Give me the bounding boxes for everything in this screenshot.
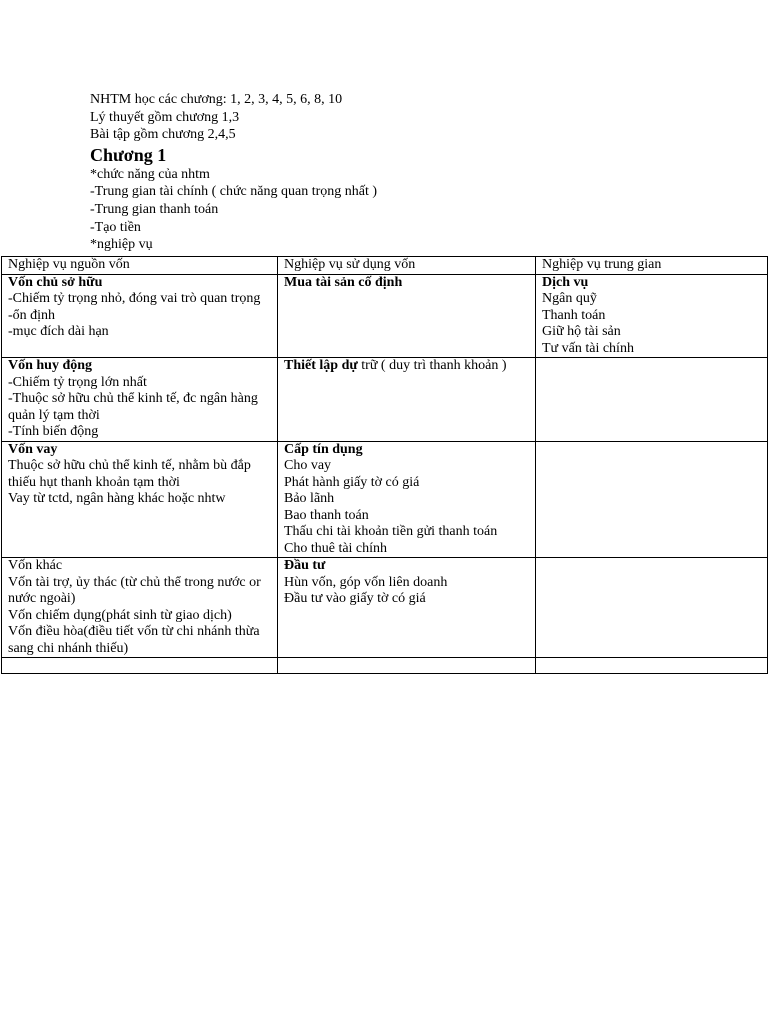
cell-line: Vốn điều hòa(điều tiết vốn từ chi nhánh thừa sang chi nhánh thiếu) (8, 624, 260, 656)
cell-title-rest: trữ ( duy trì thanh khoản ) (357, 358, 507, 373)
cell-fixed-assets (278, 274, 536, 358)
cell-investment (278, 558, 536, 658)
cell-mobilized-capital (2, 358, 278, 442)
note-functions: *chức năng của nhtm (90, 166, 210, 182)
note-payment-intermediary: -Trung gian thanh toán (90, 201, 219, 217)
note-money-creation: -Tạo tiền (90, 219, 141, 235)
cell-line: Phát hành giấy tờ có giá (284, 474, 420, 490)
cell-empty (536, 358, 768, 442)
header-sources: Nghiệp vụ nguồn vốn (2, 257, 278, 275)
cell-title: Vốn chủ sở hữu (8, 274, 103, 290)
note-financial-intermediary: -Trung gian tài chính ( chức năng quan trọng nhất ) (90, 184, 378, 200)
cell-equity (2, 274, 278, 358)
cell-title: Vốn huy động (8, 358, 93, 373)
table-row (2, 274, 768, 358)
cell-line: Vay từ tctd, ngân hàng khác hoặc nhtw (8, 491, 226, 506)
cell-line: Thanh toán (542, 307, 606, 323)
cell-line: -Chiếm tỷ trọng lớn nhất (8, 374, 147, 390)
cell-line: Vốn tài trợ, ủy thác (từ chủ thể trong nước or nước ngoài) (8, 574, 261, 606)
table-row (2, 441, 768, 558)
cell-line: Cho thuê tài chính (284, 540, 388, 556)
cell-line: Đầu tư vào giấy tờ có giá (284, 591, 426, 606)
cell-empty (536, 558, 768, 658)
cell-line: Thuộc sở hữu chủ thể kinh tế, nhằm bù đắp thiếu hụt thanh khoản tạm thời (8, 458, 251, 490)
cell-line: Cho vay (284, 458, 332, 473)
chapter-heading: Chương 1 (90, 144, 167, 165)
cell-line: Tư vấn tài chính (542, 340, 634, 356)
cell-title: Dịch vụ (542, 274, 589, 290)
intro-line-exercises: Bài tập gồm chương 2,4,5 (90, 127, 236, 143)
operations-table (1, 256, 768, 674)
document-intro (90, 91, 730, 254)
cell-line: -ổn định (8, 307, 56, 323)
cell-title-line (284, 358, 529, 375)
table-row (2, 558, 768, 658)
table-row (2, 358, 768, 442)
cell-empty (536, 658, 768, 674)
cell-title: Mua tài sản cố định (284, 274, 403, 290)
table-header-row (2, 257, 768, 275)
cell-line: Giữ hộ tài sản (542, 324, 621, 339)
cell-line: Vốn chiếm dụng(phát sinh từ giao dịch) (8, 607, 232, 623)
table-row-empty (2, 658, 768, 674)
intro-line-chapters: NHTM học các chương: 1, 2, 3, 4, 5, 6, 8, 10 (90, 92, 343, 107)
cell-line: -Chiếm tỷ trọng nhỏ, đóng vai trò quan trọng (8, 291, 261, 306)
cell-line: Hùn vốn, góp vốn liên doanh (284, 574, 448, 590)
intro-line-theory: Lý thuyết gồm chương 1,3 (90, 109, 240, 125)
cell-line: -mục đích dài hạn (8, 324, 109, 339)
cell-line: -Thuộc sở hữu chủ thể kinh tế, đc ngân hàng quản lý tạm thời (8, 391, 258, 423)
cell-reserves (278, 358, 536, 442)
header-uses: Nghiệp vụ sử dụng vốn (278, 257, 536, 275)
note-operations: *nghiệp vụ (90, 237, 153, 253)
cell-title: Cấp tín dụng (284, 441, 363, 457)
cell-line: Thấu chi tài khoản tiền gửi thanh toán (284, 524, 498, 539)
cell-empty (536, 441, 768, 558)
cell-title: Vốn vay (8, 441, 58, 457)
cell-line: Ngân quỹ (542, 291, 597, 306)
cell-other-capital (2, 558, 278, 658)
cell-borrowed-capital (2, 441, 278, 558)
cell-line: Vốn khác (8, 558, 63, 573)
cell-line: Bao thanh toán (284, 507, 369, 523)
cell-services (536, 274, 768, 358)
cell-empty (2, 658, 278, 674)
cell-empty (278, 658, 536, 674)
header-intermediary: Nghiệp vụ trung gian (536, 257, 768, 275)
cell-title: Thiết lập dự (284, 358, 358, 373)
cell-credit (278, 441, 536, 558)
cell-line: Bảo lãnh (284, 491, 335, 506)
cell-line: -Tính biến động (8, 424, 99, 439)
cell-title: Đầu tư (284, 558, 326, 573)
